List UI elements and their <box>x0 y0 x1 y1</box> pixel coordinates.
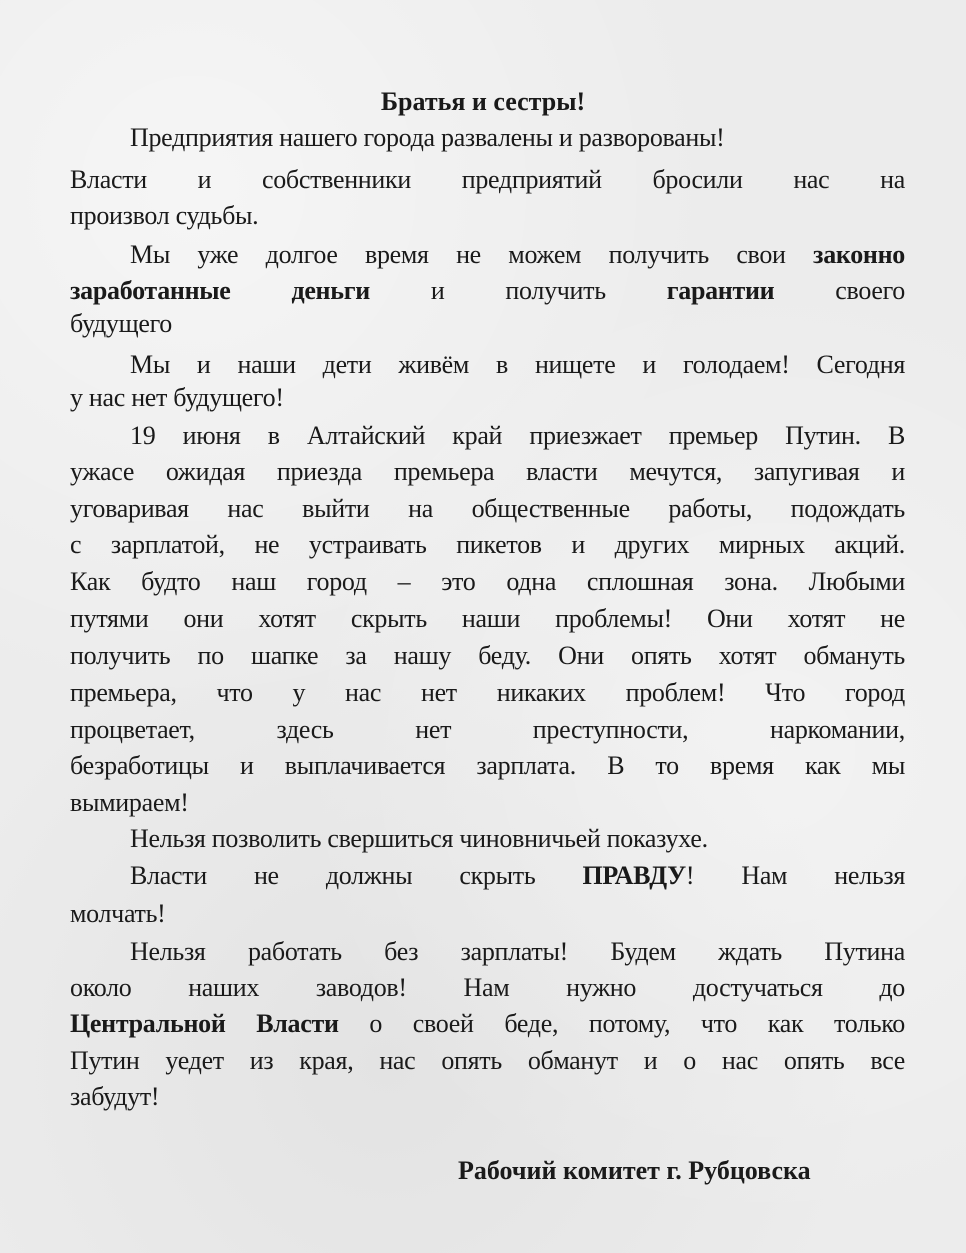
paragraph-1-line-3: произвол судьбы. <box>70 201 259 230</box>
paragraph-1-line-1: Предприятия нашего города развалены и разворованы! <box>130 123 725 152</box>
paragraph-4-line-6: путями они хотят скрыть наши проблемы! Они хотят не <box>70 604 905 633</box>
paragraph-3-line-2: у нас нет будущего! <box>70 383 284 412</box>
paragraph-7-line-1: Нельзя работать без зарплаты! Будем ждать Путина <box>130 937 905 966</box>
paragraph-4-line-4: с зарплатой, не устраивать пикетов и других мирных акций. <box>70 530 905 559</box>
paragraph-3-line-1: Мы и наши дети живём в нищете и голодаем! Сегодня <box>130 350 905 379</box>
paragraph-6-line-2: молчать! <box>70 899 166 928</box>
paragraph-5-line-1: Нельзя позволить свершиться чиновничьей показухе. <box>130 824 708 853</box>
paragraph-4-line-9: процветает, здесь нет преступности, наркомании, <box>70 715 905 744</box>
text: о своей беде, потому, что как только <box>338 1009 906 1038</box>
paragraph-4-line-3: уговаривая нас выйти на общественные работы, подождать <box>70 494 905 523</box>
paragraph-7-line-4: Путин уедет из края, нас опять обманут и о нас опять все <box>70 1046 905 1075</box>
bold-text: заработанные деньги <box>70 276 370 305</box>
paragraph-4-line-1: 19 июня в Алтайский край приезжает премьер Путин. В <box>130 421 905 450</box>
paragraph-7-line-5: забудут! <box>70 1082 160 1111</box>
text: ! Нам нельзя <box>685 861 905 890</box>
paragraph-2-line-2 <box>70 273 905 309</box>
paragraph-4-line-7: получить по шапке за нашу беду. Они опять хотят обмануть <box>70 641 905 670</box>
bold-text: законно <box>813 240 905 269</box>
paragraph-1-line-2: Власти и собственники предприятий бросили нас на <box>70 165 905 194</box>
signature: Рабочий комитет г. Рубцовска <box>458 1156 811 1185</box>
paragraph-2-line-3: будущего <box>70 309 173 338</box>
bold-text: гарантии <box>666 276 775 305</box>
text: Мы уже долгое время не можем получить свои <box>130 240 814 269</box>
text: Власти не должны скрыть <box>130 861 583 890</box>
paragraph-7-line-2: около наших заводов! Нам нужно достучаться до <box>70 973 905 1002</box>
paragraph-4-line-8: премьера, что у нас нет никаких проблем! Что город <box>70 678 905 707</box>
text: своего <box>774 276 905 305</box>
paragraph-4-line-10: безработицы и выплачивается зарплата. В то время как мы <box>70 751 905 780</box>
bold-text: Центральной Власти <box>70 1009 339 1038</box>
paragraph-4-line-5: Как будто наш город – это одна сплошная зона. Любыми <box>70 567 905 596</box>
bold-text: ПРАВДУ <box>582 861 686 890</box>
text: и получить <box>369 276 667 305</box>
paragraph-7-line-3 <box>70 1006 905 1042</box>
paragraph-4-line-2: ужасе ожидая приезда премьера власти мечутся, запугивая и <box>70 457 905 486</box>
paragraph-4-line-11: вымираем! <box>70 788 189 817</box>
paragraph-6-line-1 <box>70 858 905 894</box>
paragraph-2-line-1 <box>70 237 905 273</box>
document-title: Братья и сестры! <box>380 87 586 116</box>
